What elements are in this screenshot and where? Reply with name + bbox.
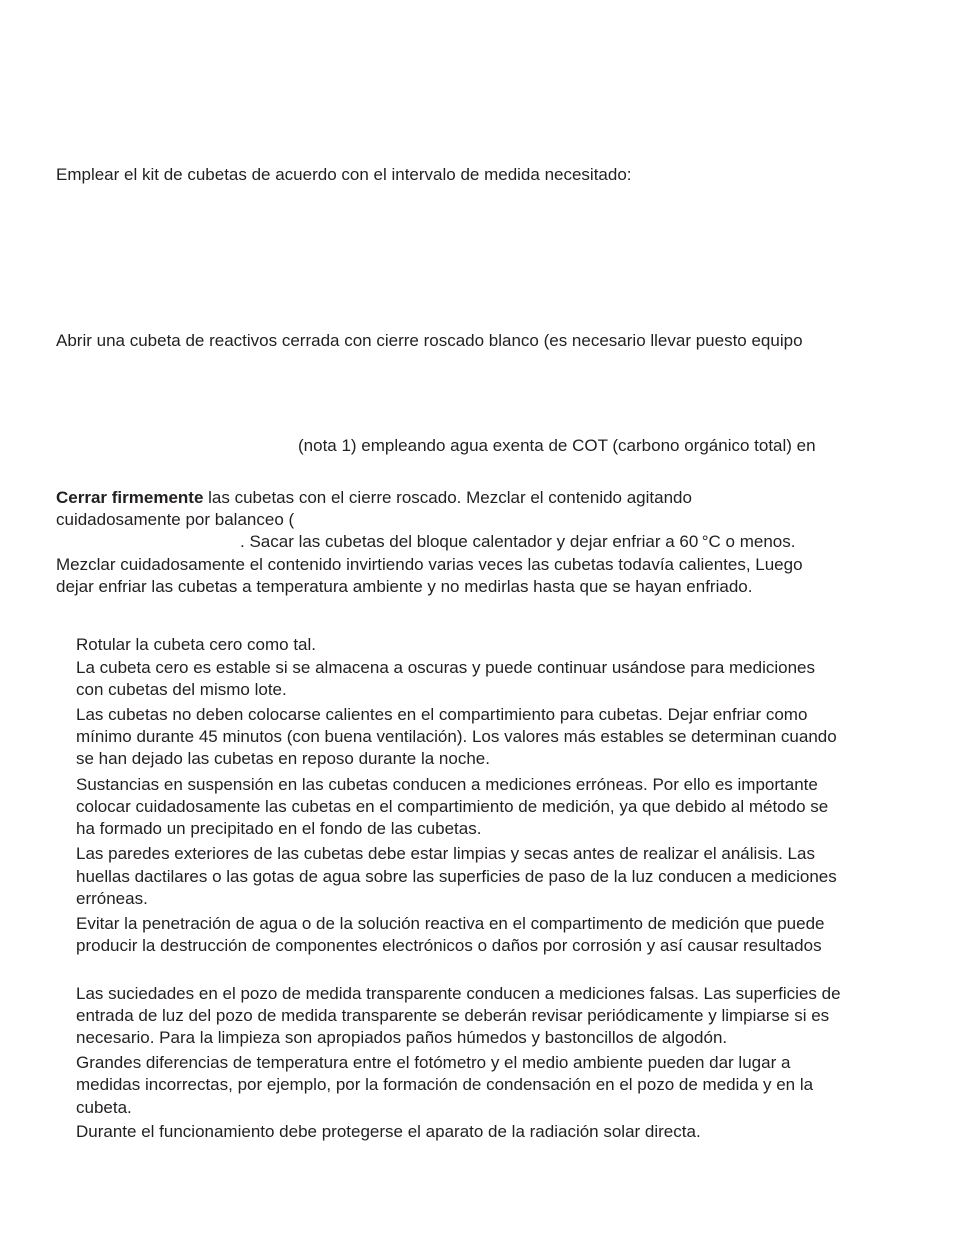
note-line: Evitar la penetración de agua o de la solución reactiva en el compartimento de medición que puede xyxy=(76,914,825,933)
note-line: erróneas. xyxy=(76,889,148,908)
note-line: Las paredes exteriores de las cubetas debe estar limpias y secas antes de realizar el análisis. Las xyxy=(76,844,815,863)
note-line: producir la destrucción de componentes electrónicos o daños por corrosión y así causar resultados xyxy=(76,936,822,955)
close-step-line-1 xyxy=(56,487,692,509)
close-step-line-2: cuidadosamente por balanceo ( xyxy=(56,510,295,529)
note-line: medidas incorrectas, por ejemplo, por la formación de condensación en el pozo de medida y en la xyxy=(76,1075,814,1094)
note-line: mínimo durante 45 minutos (con buena ventilación). Los valores más estables se determinan cuando xyxy=(76,727,837,746)
note-line: Las suciedades en el pozo de medida transparente conducen a mediciones falsas. Las superficies de xyxy=(76,984,841,1003)
note-line: con cubetas del mismo lote. xyxy=(76,680,287,699)
note-line: Rotular la cubeta cero como tal. xyxy=(76,635,317,654)
note-line: se han dejado las cubetas en reposo durante la noche. xyxy=(76,749,490,768)
open-cuvette-step: Abrir una cubeta de reactivos cerrada con cierre roscado blanco (es necesario llevar puesto equipo xyxy=(56,331,803,350)
note-line: entrada de luz del pozo de medida transparente se deberán revisar periódicamente y limpiarse si es xyxy=(76,1006,830,1025)
note-line: Sustancias en suspensión en las cubetas conducen a mediciones erróneas. Por ello es importante xyxy=(76,775,818,794)
note-line: cubeta. xyxy=(76,1098,132,1117)
note-line: colocar cuidadosamente las cubetas en el compartimiento de medición, ya que debido al método se xyxy=(76,797,829,816)
close-step-line-1-rest: las cubetas con el cierre roscado. Mezclar el contenido agitando xyxy=(203,488,692,507)
note-line: Grandes diferencias de temperatura entre el fotómetro y el medio ambiente pueden dar lugar a xyxy=(76,1053,791,1072)
close-step-line-3: . Sacar las cubetas del bloque calentador y dejar enfriar a 60 °C o menos. xyxy=(240,532,796,551)
kit-instruction: Emplear el kit de cubetas de acuerdo con el intervalo de medida necesitado: xyxy=(56,165,632,184)
note-line: huellas dactilares o las gotas de agua sobre las superficies de paso de la luz conducen a mediciones xyxy=(76,867,837,886)
close-step-line-5: dejar enfriar las cubetas a temperatura ambiente y no medirlas hasta que se hayan enfriado. xyxy=(56,577,753,596)
note-line: ha formado un precipitado en el fondo de las cubetas. xyxy=(76,819,482,838)
blank-note-step: (nota 1) empleando agua exenta de COT (carbono orgánico total) en xyxy=(298,436,816,455)
note-line: La cubeta cero es estable si se almacena a oscuras y puede continuar usándose para mediciones xyxy=(76,658,816,677)
close-step-line-4: Mezclar cuidadosamente el contenido invirtiendo varias veces las cubetas todavía calientes, Luego xyxy=(56,555,803,574)
close-step-bold-lead: Cerrar firmemente xyxy=(56,488,204,507)
note-line: Las cubetas no deben colocarse calientes en el compartimiento para cubetas. Dejar enfriar como xyxy=(76,705,808,724)
note-line: necesario. Para la limpieza son apropiados paños húmedos y bastoncillos de algodón. xyxy=(76,1028,728,1047)
note-line: Durante el funcionamiento debe protegerse el aparato de la radiación solar directa. xyxy=(76,1122,701,1141)
